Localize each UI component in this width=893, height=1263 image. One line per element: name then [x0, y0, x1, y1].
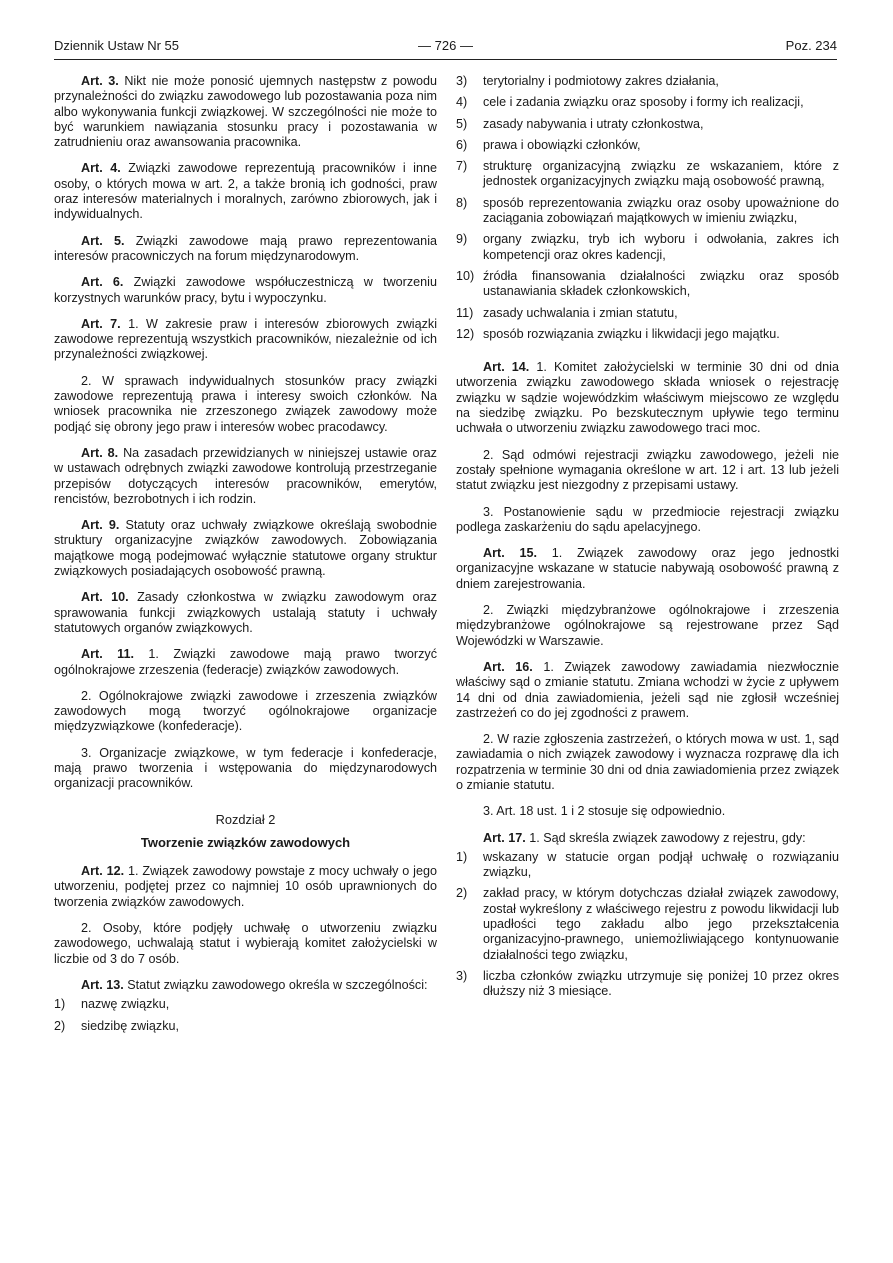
- article-16-para-2: 2. W razie zgłoszenia zastrzeżeń, o których mowa w ust. 1, sąd zawiadamia o nich związek zawodowy i wyznacza rozprawę dla ich rozpatrzenia w terminie 30 dni od dnia zawiadomienia przez związek o zmianie statutu.: [456, 732, 839, 792]
- article-14-para-3: 3. Postanowienie sądu w przedmiocie rejestracji związku podlega zaskarżeniu do sądu apelacyjnego.: [456, 504, 839, 534]
- article-7-para-2: 2. W sprawach indywidualnych stosunków pracy związki zawodowe reprezentują prawa i interesy swoich członków. Na wniosek pracownika nie zrzeszonego związek zawodowy może podjąć się obrony jego praw i interesów wobec pracodawcy.: [54, 373, 437, 434]
- list-item: 3) liczba członków związku utrzymuje się poniżej 10 przez okres dłuższy niż 3 miesiące.: [456, 968, 839, 999]
- article-9: Art. 9. Statuty oraz uchwały związkowe określają swobodnie struktury organizacyjne związków zawodowych. Zobowiązania majątkowe mogą podejmować wyłącznie statutowe organy struktur związkowych posiadających osobowość prawną.: [54, 518, 437, 579]
- list-item: 2) siedzibę związku,: [54, 1018, 179, 1033]
- article-14-para-1: Art. 14. 1. Komitet założycielski w terminie 30 dni od dnia utworzenia związku zawodowego składa wniosek o rejestrację związku w sądzie wojewódzkim właściwym miejscowo ze względu na siedzibę związku. Po bezskutecznym upływie tego terminu uchwała o utworzeniu związku zawodowego traci moc.: [456, 360, 839, 436]
- article-12-para-1: Art. 12. 1. Związek zawodowy powstaje z mocy uchwały o jego utworzeniu, podjętej przez co najmniej 10 osób uprawnionych do tworzenia związków zawodowych.: [54, 864, 437, 909]
- list-item: 5) zasady nabywania i utraty członkostwa,: [456, 116, 704, 131]
- article-12-para-2: 2. Osoby, które podjęły uchwałę o utworzeniu związku zawodowego, uchwalają statut i wybierają komitet założycielski w liczbie od 3 do 7 osób.: [54, 921, 437, 966]
- list-item: 10) źródła finansowania działalności związku oraz sposób ustanawiania składek członkowskich,: [456, 268, 839, 299]
- article-6: Art. 6. Związki zawodowe współuczestniczą w tworzeniu korzystnych warunków pracy, bytu i wypoczynku.: [54, 275, 437, 305]
- right-column: [456, 74, 839, 1006]
- list-item: 3) terytorialny i podmiotowy zakres działania,: [456, 74, 719, 88]
- list-item: 1) wskazany w statucie organ podjął uchwałę o rozwiązaniu związku,: [456, 849, 839, 880]
- article-11-para-2: 2. Ogólnokrajowe związki zawodowe i zrzeszenia związków zawodowych mogą tworzyć ogólnokrajowe organizacje międzyzwiązkowe (konfederacje).: [54, 688, 437, 734]
- journal-title: Dziennik Ustaw Nr 55: [54, 38, 179, 53]
- article-14-para-2: 2. Sąd odmówi rejestracji związku zawodowego, jeżeli nie zostały spełnione wymagania określone w art. 12 i art. 13 lub jeżeli statut związku jest niezgodny z przepisami ustawy.: [456, 447, 839, 493]
- article-8: Art. 8. Na zasadach przewidzianych w niniejszej ustawie oraz w ustawach odrębnych związki zawodowe kontrolują przestrzeganie przepisów dotyczących interesów pracowników, emerytów, rencistów, bezrobotnych i ich rodzin.: [54, 445, 437, 506]
- article-15-para-1: Art. 15. 1. Związek zawodowy oraz jego jednostki organizacyjne wskazane w statucie nabywają osobowość prawną z dniem zarejestrowania.: [456, 546, 839, 591]
- article-16-para-3: 3. Art. 18 ust. 1 i 2 stosuje się odpowiednio.: [483, 804, 726, 819]
- page-number: — 726 —: [418, 38, 473, 53]
- article-11-para-3: 3. Organizacje związkowe, w tym federacje i konfederacje, mają prawo tworzenia i wstępowania do międzynarodowych organizacji pracowników.: [54, 745, 437, 791]
- header-rule: [54, 59, 837, 60]
- article-10: Art. 10. Zasady członkostwa w związku zawodowym oraz sprawowania funkcji związkowych ustalają statuty i uchwały statutowych organów związkowych.: [54, 590, 437, 635]
- list-item: 9) organy związku, tryb ich wyboru i odwołania, zakres ich kompetencji oraz okres kadencji,: [456, 232, 839, 262]
- list-item: 12) sposób rozwiązania związku i likwidacji jego majątku.: [456, 326, 780, 341]
- article-4: Art. 4. Związki zawodowe reprezentują pracowników i inne osoby, o których mowa w art. 2, a także bronią ich godności, praw oraz interesów materialnych i moralnych, zarówno zbiorowych, jak i indywidualnych.: [54, 161, 437, 222]
- list-item: 4) cele i zadania związku oraz sposoby i formy ich realizacji,: [456, 95, 804, 110]
- list-item: 7) strukturę organizacyjną związku ze wskazaniem, które z jednostek organizacyjnych związku mają osobowość prawną,: [456, 159, 839, 189]
- page-header: [54, 38, 837, 58]
- article-11-para-1: Art. 11. 1. Związki zawodowe mają prawo tworzyć ogólnokrajowe zrzeszenia (federacje) związków zawodowych.: [54, 647, 438, 677]
- list-item: 2) zakład pracy, w którym dotychczas działał związek zawodowy, został wykreślony z właściwego rejestru z powodu likwidacji lub upadłości tego zakładu albo jego przekształcenia organizacyjno-prawnego, uniemożliwiającego kontynuowanie działalności tego związku,: [456, 886, 839, 962]
- list-item: 11) zasady uchwalania i zmian statutu,: [456, 305, 678, 320]
- list-item: 6) prawa i obowiązki członków,: [456, 137, 641, 152]
- article-15-para-2: 2. Związki międzybranżowe ogólnokrajowe i zrzeszenia międzybranżowe ogólnokrajowe są rejestrowane przez Sąd Wojewódzki w Warszawie.: [456, 603, 839, 648]
- chapter-title: Tworzenie związków zawodowych: [140, 834, 351, 850]
- article-3: Art. 3. Nikt nie może ponosić ujemnych następstw z powodu przynależności do związku zawodowego lub pozostawania poza nim albo wykonywania funkcji związkowej. W szczególności nie może to być warunkiem nawiązania stosunku pracy i pozostawania w zatrudnieniu oraz awansowania pracownika.: [54, 74, 437, 150]
- list-item: 1) nazwę związku,: [54, 997, 170, 1012]
- position-number: Poz. 234: [785, 38, 837, 53]
- article-16-para-1: Art. 16. 1. Związek zawodowy zawiadamia niezwłocznie właściwy sąd o zmianie statutu. Zmiana wchodzi w życie z upływem 14 dni od dnia zawiadomienia, jeżeli sąd nie zgłosił wcześniej zastrzeżeń co do jej zgodności z prawem.: [456, 659, 839, 720]
- list-item: 8) sposób reprezentowania związku oraz osoby upoważnione do zaciągania zobowiązań majątkowych w imieniu związku,: [456, 195, 839, 226]
- article-5: Art. 5. Związki zawodowe mają prawo reprezentowania interesów pracowniczych na forum międzynarodowym.: [54, 233, 437, 263]
- article-17: Art. 17. 1. Sąd skreśla związek zawodowy z rejestru, gdy:: [483, 830, 806, 845]
- chapter-heading: Rozdział 2: [215, 811, 276, 827]
- article-7-para-1: Art. 7. 1. W zakresie praw i interesów zbiorowych związki zawodowe reprezentują wszystkich pracowników, niezależnie od ich przynależności związkowej.: [54, 316, 437, 362]
- left-column: [54, 74, 437, 1040]
- article-13: Art. 13. Statut związku zawodowego określa w szczególności:: [81, 977, 428, 992]
